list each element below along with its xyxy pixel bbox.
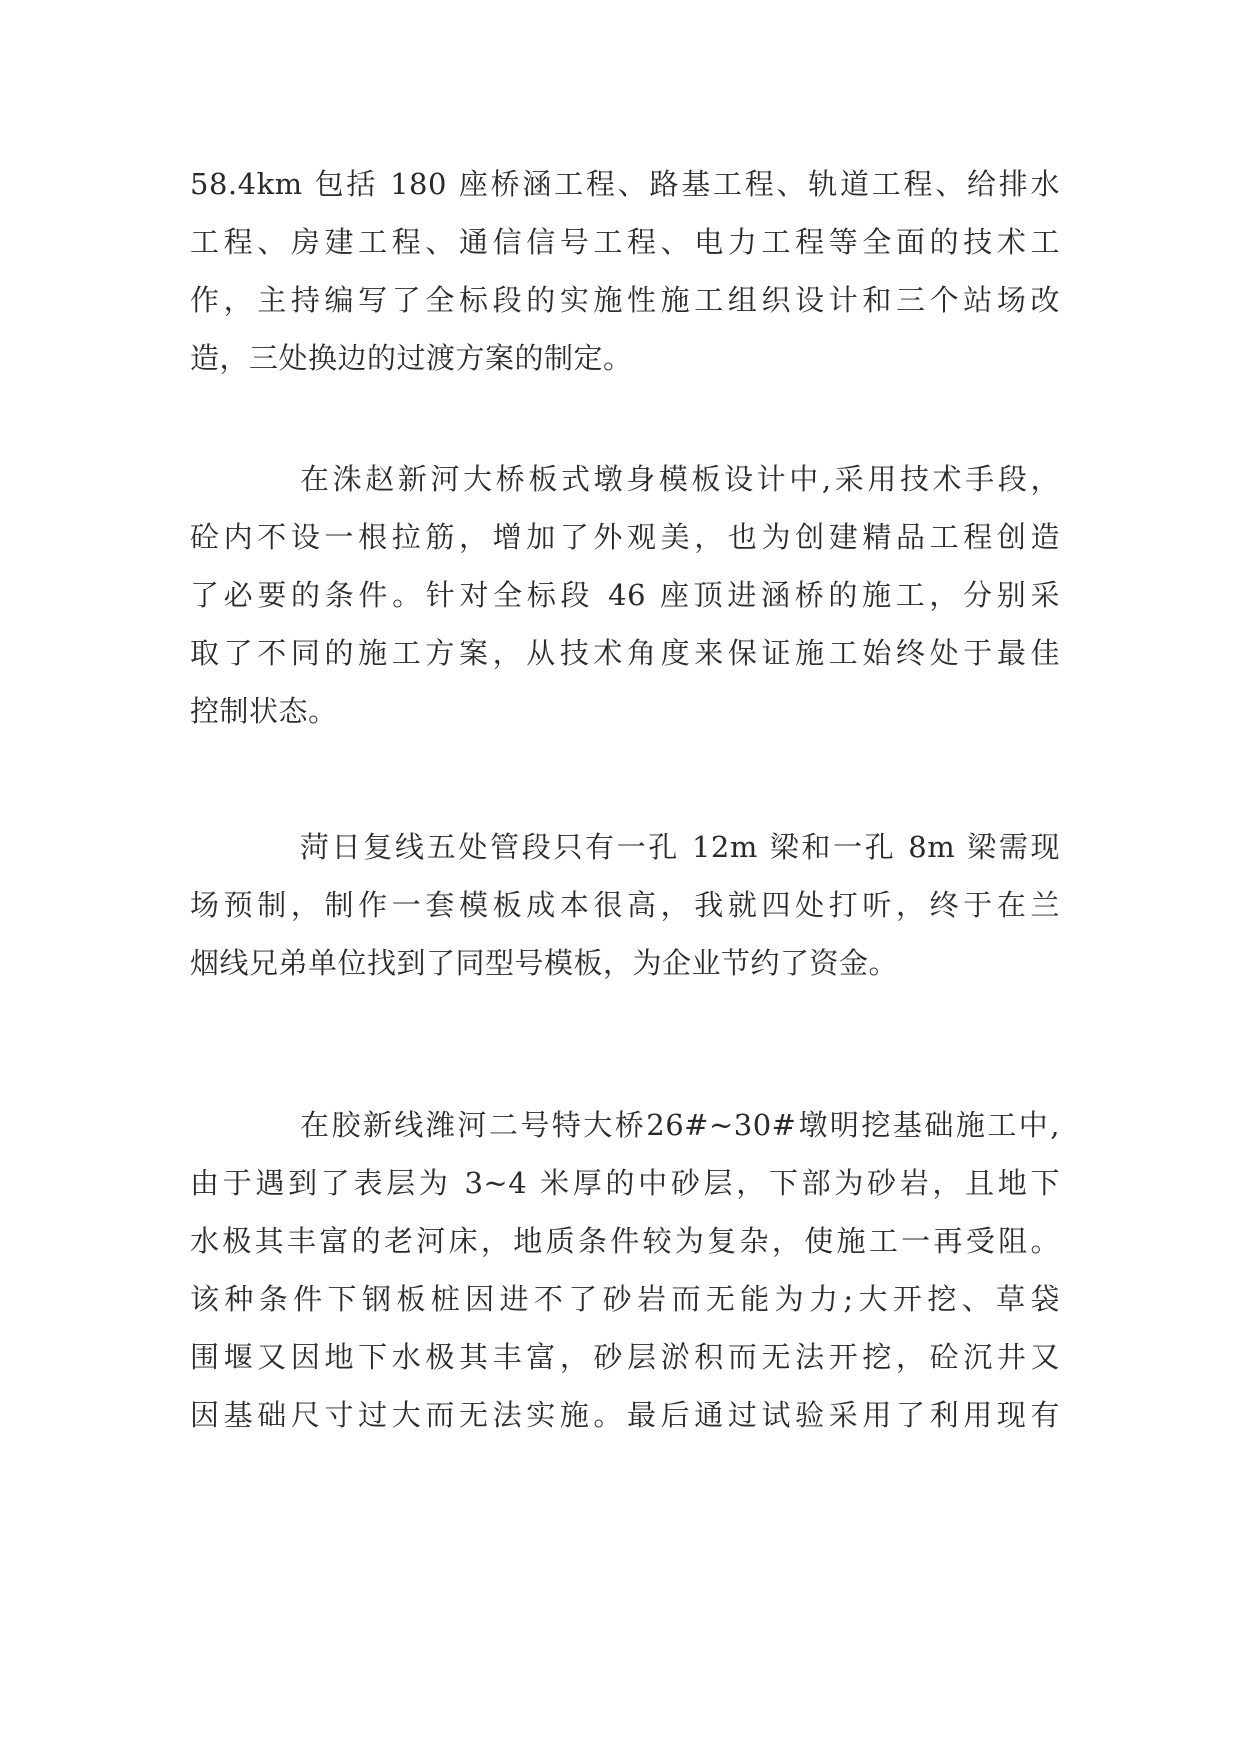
text-line: 围堰又因地下水极其丰富，砂层淤积而无法开挖，砼沉井又: [190, 1340, 1060, 1374]
text-line: 水极其丰富的老河床，地质条件较为复杂，使施工一再受阻。: [190, 1224, 1060, 1258]
text-line: 由于遇到了表层为 3~4 米厚的中砂层，下部为砂岩，且地下: [190, 1166, 1060, 1200]
text-line: 该种条件下钢板桩因进不了砂岩而无能为力;大开挖、草袋: [190, 1282, 1060, 1316]
paragraph-cost-saving: [190, 818, 1060, 992]
text-line: 菏日复线五处管段只有一孔 12m 梁和一孔 8m 梁需现: [300, 830, 1060, 864]
text-line: 取了不同的施工方案，从技术角度来保证施工始终处于最佳: [190, 636, 1060, 670]
text-line: 砼内不设一根拉筋，增加了外观美，也为创建精品工程创造: [190, 520, 1060, 554]
paragraph-foundation-construction: [190, 1096, 1060, 1444]
text-line: 场预制，制作一套模板成本很高，我就四处打听，终于在兰: [190, 888, 1060, 922]
text-line: 工程、房建工程、通信信号工程、电力工程等全面的技术工: [190, 225, 1060, 259]
text-line: 烟线兄弟单位找到了同型号模板，为企业节约了资金。: [190, 946, 899, 980]
text-line: 控制状态。: [190, 694, 338, 728]
text-line: 在洙赵新河大桥板式墩身模板设计中,采用技术手段，: [300, 462, 1060, 496]
text-line: 58.4km 包括 180 座桥涵工程、路基工程、轨道工程、给排水: [190, 167, 1060, 201]
text-line: 了必要的条件。针对全标段 46 座顶进涵桥的施工，分别采: [190, 578, 1060, 612]
text-line: 在胶新线潍河二号特大桥26#~30#墩明挖基础施工中,: [300, 1108, 1060, 1142]
text-line: 作，主持编写了全标段的实施性施工组织设计和三个站场改: [190, 283, 1060, 317]
text-line: 造，三处换边的过渡方案的制定。: [190, 341, 633, 375]
paragraph-formwork-design: [190, 450, 1060, 740]
text-line: 因基础尺寸过大而无法实施。最后通过试验采用了利用现有: [190, 1398, 1060, 1432]
paragraph-project-scope: [190, 155, 1060, 387]
